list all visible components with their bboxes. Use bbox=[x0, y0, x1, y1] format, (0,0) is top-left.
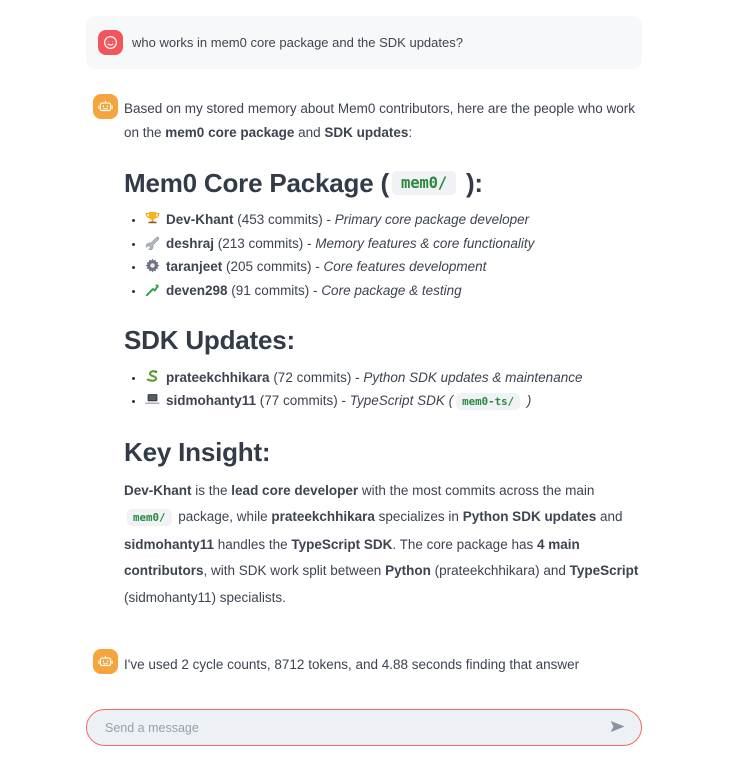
composer[interactable] bbox=[86, 709, 642, 746]
laptop-icon bbox=[145, 392, 161, 408]
list-item-sidmohanty11 bbox=[145, 389, 642, 414]
send-icon bbox=[608, 717, 627, 739]
sdk-updates-heading: SDK Updates: bbox=[124, 325, 295, 356]
robot-icon bbox=[97, 653, 114, 670]
list-item-dev-khant bbox=[145, 208, 642, 232]
list-item-prateekchhikara bbox=[145, 366, 642, 390]
assistant-message-body bbox=[124, 94, 642, 611]
assistant-stats-message bbox=[86, 649, 642, 677]
list-item-deshraj bbox=[145, 232, 642, 256]
core-package-heading: Mem0 Core Package ( mem0/ ): bbox=[124, 168, 483, 198]
gear-icon bbox=[145, 258, 161, 274]
key-insight-heading: Key Insight: bbox=[124, 436, 271, 467]
key-insight-paragraph: Dev-Khant is the lead core developer with the most commits across the main mem0/ package, while prateekchhikara specializes in Python SDK updates and sidmohanty11 handles the TypeScript SDK. The core package has 4 main contributors, with SDK work split between Python (prateekchhikara) and TypeScript (sidmohanty11) specialists. bbox=[124, 482, 639, 605]
user-message-text: who works in mem0 core package and the SDK updates? bbox=[132, 35, 463, 50]
assistant-avatar bbox=[93, 94, 118, 119]
robot-icon bbox=[97, 98, 114, 115]
chart-increasing-icon bbox=[145, 282, 161, 298]
list-item-text: deven298 (91 commits) - Core package & testing bbox=[166, 282, 462, 298]
core-package-list bbox=[124, 208, 642, 302]
list-item-deven298 bbox=[145, 279, 642, 303]
list-item-text: taranjeet (205 commits) - Core features development bbox=[166, 259, 487, 275]
list-item-text: sidmohanty11 (77 commits) - TypeScript SDK ( mem0-ts/ ) bbox=[166, 393, 532, 409]
snake-icon bbox=[145, 369, 161, 385]
intro-paragraph: Based on my stored memory about Mem0 contributors, here are the people who work on the mem0 core package and SDK updates: bbox=[124, 101, 636, 140]
smiley-face-icon bbox=[102, 34, 119, 51]
assistant-message bbox=[86, 94, 642, 611]
trophy-icon bbox=[145, 211, 161, 227]
list-item-text: deshraj (213 commits) - Memory features & core functionality bbox=[166, 235, 535, 251]
message-input[interactable] bbox=[103, 720, 606, 736]
user-avatar bbox=[98, 30, 123, 55]
wrench-icon bbox=[145, 235, 161, 251]
chat-page bbox=[86, 0, 642, 770]
list-item-text: Dev-Khant (453 commits) - Primary core package developer bbox=[166, 212, 530, 228]
sdk-updates-list bbox=[124, 366, 642, 414]
list-item-taranjeet bbox=[145, 255, 642, 279]
send-button[interactable] bbox=[606, 715, 629, 741]
assistant-avatar bbox=[93, 649, 118, 674]
stats-message-text: I've used 2 cycle counts, 8712 tokens, and 4.88 seconds finding that answer bbox=[124, 657, 580, 673]
list-item-text: prateekchhikara (72 commits) - Python SDK updates & maintenance bbox=[166, 369, 583, 385]
user-message bbox=[86, 16, 642, 69]
